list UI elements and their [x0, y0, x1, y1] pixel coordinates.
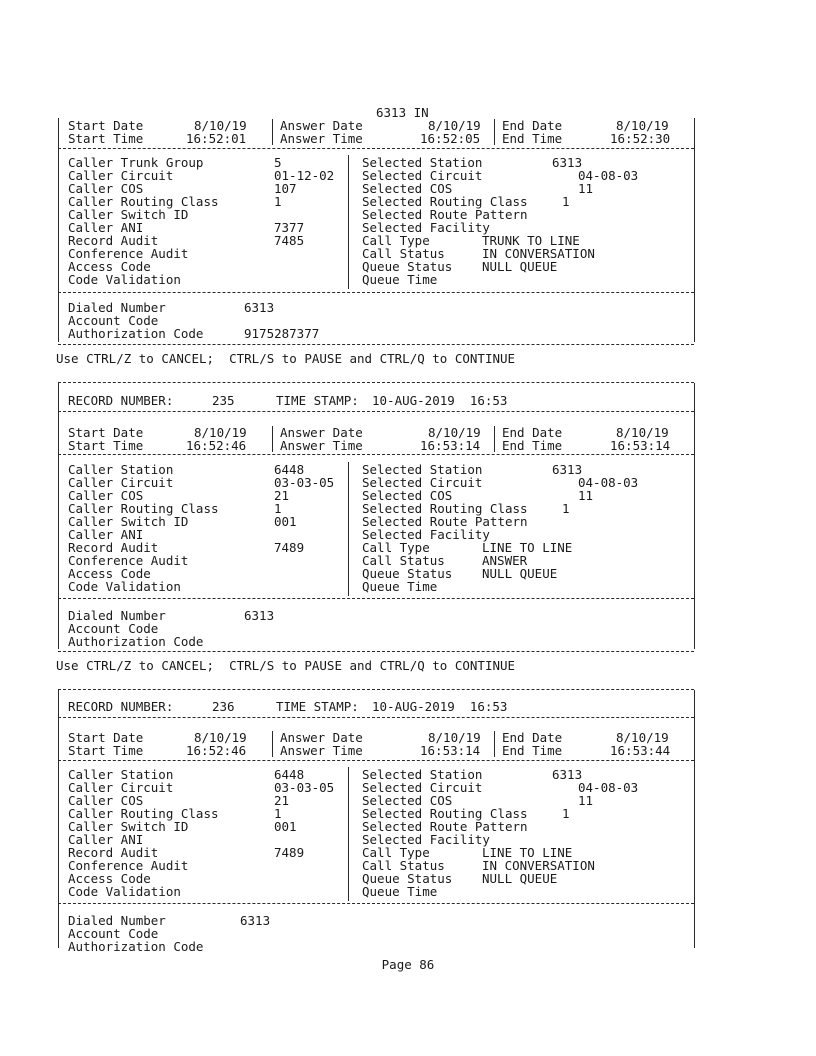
field-label: Dialed Number — [68, 608, 166, 623]
field-label: Selected Routing Class — [362, 806, 528, 821]
field-value: 7377 — [274, 220, 305, 235]
field-value: 04-08-03 — [578, 475, 639, 490]
start-date-label: Start Date — [68, 730, 144, 745]
answer-date-value: 8/10/19 — [428, 425, 481, 440]
field-label: Queue Status — [362, 871, 453, 886]
field-value: NULL QUEUE — [482, 259, 558, 274]
answer-date-label: Answer Date — [280, 118, 363, 133]
separator — [58, 651, 694, 652]
field-label: Caller Routing Class — [68, 806, 219, 821]
field-value: 9175287377 — [244, 326, 320, 341]
start-time-value: 16:52:01 — [186, 131, 247, 146]
separator — [58, 689, 694, 690]
cancel-note: Use CTRL/Z to CANCEL; CTRL/S to PAUSE and CTRL/Q to CONTINUE — [56, 351, 516, 366]
field-label: Selected Route Pattern — [362, 207, 528, 222]
answer-time-label: Answer Time — [280, 438, 363, 453]
field-value: 21 — [274, 488, 290, 503]
field-label: Queue Time — [362, 884, 438, 899]
start-date-label: Start Date — [68, 118, 144, 133]
separator — [58, 382, 694, 383]
field-value: 1 — [274, 806, 282, 821]
field-label: Call Status — [362, 246, 445, 261]
answer-date-value: 8/10/19 — [428, 730, 481, 745]
field-label: Record Audit — [68, 233, 159, 248]
field-label: Caller Circuit — [68, 475, 174, 490]
field-value: 107 — [274, 181, 297, 196]
field-value: 6313 — [552, 767, 583, 782]
field-value: 03-03-05 — [274, 780, 335, 795]
box-border-right — [694, 383, 695, 649]
box-border-right — [694, 690, 695, 948]
field-value: 04-08-03 — [578, 780, 639, 795]
field-label: Record Audit — [68, 845, 159, 860]
separator — [58, 760, 694, 761]
start-time-label: Start Time — [68, 438, 144, 453]
end-date-label: End Date — [502, 730, 563, 745]
field-value: 11 — [578, 181, 594, 196]
field-label: Caller Trunk Group — [68, 155, 204, 170]
field-value: 6313 — [244, 300, 275, 315]
start-time-value: 16:52:46 — [186, 438, 247, 453]
field-label: Selected Route Pattern — [362, 514, 528, 529]
page-number: Page 86 — [381, 957, 435, 972]
end-time-label: End Time — [502, 743, 563, 758]
field-label: Access Code — [68, 871, 151, 886]
divider — [272, 731, 273, 757]
field-value: LINE TO LINE — [482, 845, 573, 860]
field-value: 6313 — [240, 913, 271, 928]
field-label: Selected COS — [362, 488, 453, 503]
end-date-label: End Date — [502, 118, 563, 133]
field-value: 6313 — [552, 155, 583, 170]
field-value: 1 — [274, 501, 282, 516]
field-value: TRUNK TO LINE — [482, 233, 580, 248]
field-label: Caller Routing Class — [68, 194, 219, 209]
field-label: Selected Facility — [362, 220, 490, 235]
field-label: Account Code — [68, 313, 159, 328]
field-label: Caller Station — [68, 767, 174, 782]
field-label: Call Status — [362, 553, 445, 568]
field-label: Queue Time — [362, 272, 438, 287]
field-label: Queue Status — [362, 259, 453, 274]
field-value: 1 — [274, 194, 282, 209]
field-label: Selected Facility — [362, 832, 490, 847]
field-label: Code Validation — [68, 579, 181, 594]
field-label: Selected COS — [362, 793, 453, 808]
field-value: 21 — [274, 793, 290, 808]
field-label: Selected Circuit — [362, 475, 483, 490]
field-value: 01-12-02 — [274, 168, 335, 183]
field-value: LINE TO LINE — [482, 540, 573, 555]
record-header: 6313 IN — [376, 105, 429, 120]
divider — [494, 119, 495, 145]
box-border-right — [694, 118, 695, 342]
field-label: Caller Switch ID — [68, 819, 189, 834]
field-label: Caller Station — [68, 462, 174, 477]
field-value: ANSWER — [482, 553, 528, 568]
field-label: Access Code — [68, 566, 151, 581]
start-date-value: 8/10/19 — [194, 118, 247, 133]
separator — [58, 598, 694, 599]
end-date-label: End Date — [502, 425, 563, 440]
answer-time-value: 16:53:14 — [420, 743, 481, 758]
time-stamp-label: TIME STAMP: — [276, 699, 359, 714]
field-value: 7489 — [274, 845, 305, 860]
field-value: 5 — [274, 155, 282, 170]
field-label: Selected Circuit — [362, 168, 483, 183]
field-label: Call Type — [362, 233, 430, 248]
field-value: 11 — [578, 793, 594, 808]
start-date-value: 8/10/19 — [194, 425, 247, 440]
cancel-note: Use CTRL/Z to CANCEL; CTRL/S to PAUSE and CTRL/Q to CONTINUE — [56, 658, 516, 673]
box-border-left — [58, 118, 59, 342]
end-time-value: 16:53:14 — [610, 438, 671, 453]
divider — [494, 426, 495, 452]
answer-time-value: 16:53:14 — [420, 438, 481, 453]
field-value: IN CONVERSATION — [482, 246, 595, 261]
field-label: Call Type — [362, 540, 430, 555]
start-date-label: Start Date — [68, 425, 144, 440]
field-label: Record Audit — [68, 540, 159, 555]
answer-date-label: Answer Date — [280, 425, 363, 440]
field-label: Caller Circuit — [68, 168, 174, 183]
field-label: Caller Circuit — [68, 780, 174, 795]
divider — [348, 767, 349, 901]
field-value: NULL QUEUE — [482, 871, 558, 886]
time-stamp-label: TIME STAMP: — [276, 393, 359, 408]
field-label: Account Code — [68, 621, 159, 636]
answer-date-value: 8/10/19 — [428, 118, 481, 133]
field-label: Selected Station — [362, 155, 483, 170]
field-label: Conference Audit — [68, 553, 189, 568]
field-label: Caller COS — [68, 181, 144, 196]
field-value: 6448 — [274, 462, 305, 477]
field-label: Selected Facility — [362, 527, 490, 542]
separator — [58, 292, 694, 293]
field-label: Caller COS — [68, 793, 144, 808]
end-date-value: 8/10/19 — [616, 730, 669, 745]
separator — [58, 903, 694, 904]
field-value: 04-08-03 — [578, 168, 639, 183]
end-date-value: 8/10/19 — [616, 118, 669, 133]
field-label: Caller Switch ID — [68, 207, 189, 222]
start-time-label: Start Time — [68, 743, 144, 758]
field-label: Queue Status — [362, 566, 453, 581]
field-label: Dialed Number — [68, 913, 166, 928]
time-stamp-value: 10-AUG-2019 16:53 — [372, 699, 508, 714]
field-value: 001 — [274, 514, 297, 529]
box-border-left — [58, 690, 59, 948]
field-label: Selected Routing Class — [362, 194, 528, 209]
divider — [348, 462, 349, 596]
field-value: IN CONVERSATION — [482, 858, 595, 873]
answer-time-value: 16:52:05 — [420, 131, 481, 146]
field-label: Selected Circuit — [362, 780, 483, 795]
record-number-label: RECORD NUMBER: — [68, 699, 174, 714]
field-label: Selected Station — [362, 767, 483, 782]
start-date-value: 8/10/19 — [194, 730, 247, 745]
field-label: Caller COS — [68, 488, 144, 503]
separator — [58, 454, 694, 455]
end-time-value: 16:52:30 — [610, 131, 671, 146]
field-value: NULL QUEUE — [482, 566, 558, 581]
record-number-value: 236 — [212, 699, 235, 714]
start-time-label: Start Time — [68, 131, 144, 146]
field-label: Queue Time — [362, 579, 438, 594]
field-label: Access Code — [68, 259, 151, 274]
separator — [58, 148, 694, 149]
field-value: 001 — [274, 819, 297, 834]
field-label: Account Code — [68, 926, 159, 941]
record-number-label: RECORD NUMBER: — [68, 393, 174, 408]
end-time-label: End Time — [502, 438, 563, 453]
field-label: Caller Switch ID — [68, 514, 189, 529]
divider — [272, 119, 273, 145]
field-label: Call Type — [362, 845, 430, 860]
field-value: 03-03-05 — [274, 475, 335, 490]
field-label: Selected COS — [362, 181, 453, 196]
time-stamp-value: 10-AUG-2019 16:53 — [372, 393, 508, 408]
field-label: Conference Audit — [68, 246, 189, 261]
end-time-label: End Time — [502, 131, 563, 146]
field-label: Caller Routing Class — [68, 501, 219, 516]
answer-time-label: Answer Time — [280, 131, 363, 146]
field-label: Selected Station — [362, 462, 483, 477]
end-time-value: 16:53:44 — [610, 743, 671, 758]
answer-date-label: Answer Date — [280, 730, 363, 745]
end-date-value: 8/10/19 — [616, 425, 669, 440]
field-value: 7489 — [274, 540, 305, 555]
field-label: Code Validation — [68, 884, 181, 899]
field-label: Call Status — [362, 858, 445, 873]
start-time-value: 16:52:46 — [186, 743, 247, 758]
field-value: 6448 — [274, 767, 305, 782]
field-label: Selected Routing Class — [362, 501, 528, 516]
separator — [58, 411, 694, 412]
field-value: 1 — [562, 501, 570, 516]
field-label: Caller ANI — [68, 527, 144, 542]
field-value: 6313 — [244, 608, 275, 623]
field-label: Authorization Code — [68, 939, 204, 954]
field-value: 6313 — [552, 462, 583, 477]
field-value: 11 — [578, 488, 594, 503]
field-label: Conference Audit — [68, 858, 189, 873]
divider — [348, 155, 349, 289]
separator — [58, 717, 694, 718]
separator — [58, 344, 694, 345]
answer-time-label: Answer Time — [280, 743, 363, 758]
field-label: Authorization Code — [68, 634, 204, 649]
field-label: Caller ANI — [68, 220, 144, 235]
field-value: 1 — [562, 194, 570, 209]
field-label: Code Validation — [68, 272, 181, 287]
divider — [272, 426, 273, 452]
field-value: 1 — [562, 806, 570, 821]
box-border-left — [58, 383, 59, 649]
divider — [494, 731, 495, 757]
field-value: 7485 — [274, 233, 305, 248]
record-number-value: 235 — [212, 393, 235, 408]
field-label: Dialed Number — [68, 300, 166, 315]
field-label: Authorization Code — [68, 326, 204, 341]
field-label: Caller ANI — [68, 832, 144, 847]
field-label: Selected Route Pattern — [362, 819, 528, 834]
